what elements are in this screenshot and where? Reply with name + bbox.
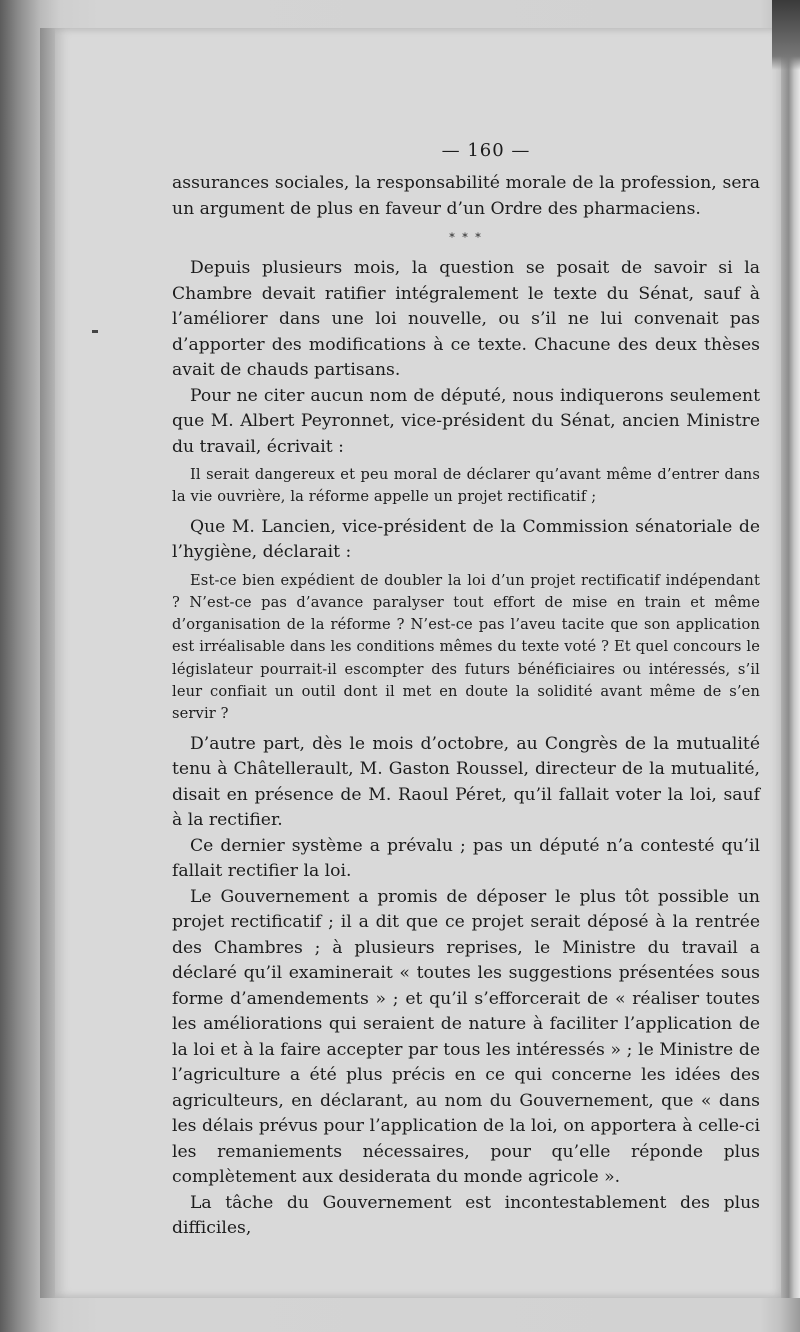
paragraph-2: Depuis plusieurs mois, la question se posait de savoir si la Chambre devait ratifier intégralement le texte du Sénat, sauf à l’améliorer dans une loi nouvelle, ou s’il ne lui convenait pas d’apporter des modifications à ce texte. Chacune des deux thèses avait de chauds partisans. [172,258,760,380]
margin-mark [92,330,98,333]
page-right-edge [781,28,800,1298]
paragraph-8: La tâche du Gouvernement est incontestablement des plus difficiles, [172,1192,760,1239]
paragraph-3: Pour ne citer aucun nom de député, nous indiquerons seulement que M. Albert Peyronnet, vice-président du Sénat, ancien Ministre du travail, écrivait : [172,385,760,457]
quote-1: Il serait dangereux et peu moral de déclarer qu’avant même d’entrer dans la vie ouvrière, la réforme appelle un projet rectificatif ; [172,466,760,506]
paragraph-1: assurances sociales, la responsabilité morale de la profession, sera un argument de plus en faveur d’un Ordre des pharmaciens. [172,173,760,219]
page-text [172,140,760,1242]
paragraph-7: Le Gouvernement a promis de déposer le plus tôt possible un projet rectificatif ; il a dit que ce projet serait déposé à la rentrée des Chambres ; à plusieurs reprises, le Ministre du travail a déclaré qu’il examinerait « toutes les suggestions présentées sous forme d’amendements » ; et qu’il s’efforcerait de « réaliser toutes les améliorations qui seraient de nature à faciliter l’application de la loi et à la faire accepter par tous les intéressés » ; le Ministre de l’agriculture a été plus précis en ce qui concerne les idées des agriculteurs, en déclarant, au nom du Gouvernement, que « dans les délais prévus pour l’application de la loi, on apportera à celle-ci les remaniements nécessaires, pour qu’elle réponde plus complètement aux desiderata du monde agricole ». [172,886,760,1188]
section-separator: * * * [449,231,483,244]
page-left-edge [40,28,56,1298]
paragraph-5: D’autre part, dès le mois d’octobre, au Congrès de la mutualité tenu à Châtellerault, M. Gaston Roussel, directeur de la mutualité, disait en présence de M. Raoul Péret, qu’il fallait voter la loi, sauf à la rectifier. [172,733,760,831]
page-number: — 160 — [441,140,531,161]
paragraph-4: Que M. Lancien, vice-président de la Commission sénatoriale de l’hygiène, déclarait : [172,516,760,563]
quote-2: Est-ce bien expédient de doubler la loi d’un projet rectificatif indépendant ? N’est-ce pas d’avance paralyser tout effort de mise en train et même d’organisation de la réforme ? N’est-ce pas l’aveu tacite que son application est irréalisable dans les conditions mêmes du texte voté ? Et quel concours le législateur pourrait-il escompter des futurs bénéficiaires ou intéressés, s’il leur confiait un outil dont il met en doute la solidité avant même de s’en servir ? [172,571,760,723]
page-corner-shadow [772,0,800,70]
paragraph-6: Ce dernier système a prévalu ; pas un député n’a contesté qu’il fallait rectifier la loi. [172,835,760,882]
